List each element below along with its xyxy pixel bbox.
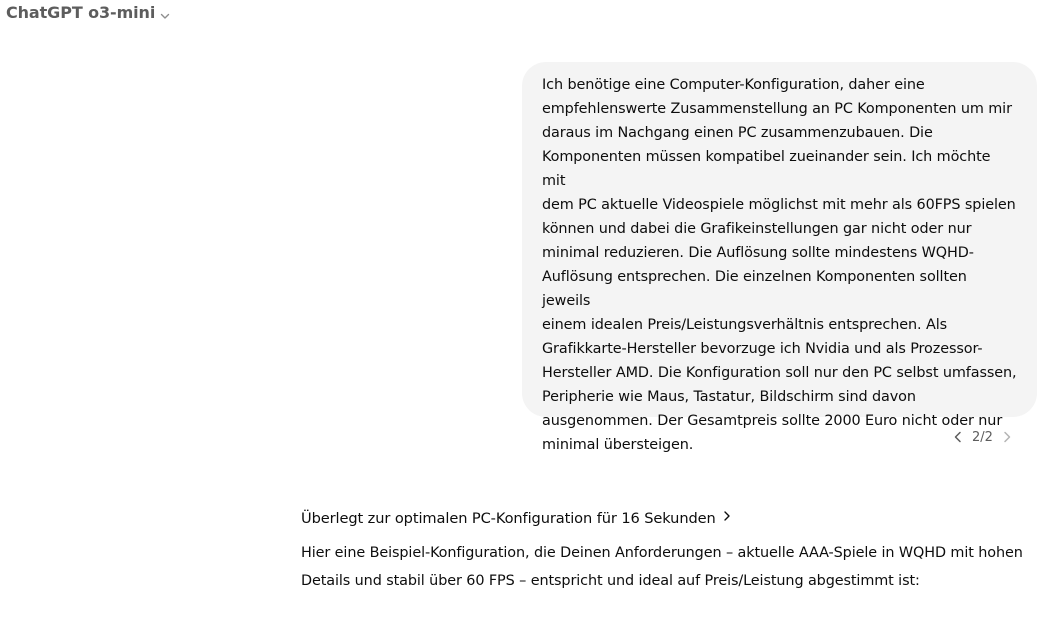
reasoning-toggle[interactable]: [301, 506, 1041, 530]
reasoning-label: Überlegt zur optimalen PC-Konfiguration für 16 Sekunden: [301, 509, 716, 527]
assistant-message: [301, 506, 1041, 595]
user-message-text: Ich benötige eine Computer-Konfiguration, daher eine empfehlenswerte Zusammenstellung an PC Komponenten um mir daraus im Nachgang einen PC zusammenzubauen. Die Komponenten müssen kompatibel zueinander sein. Ich möchte mit dem PC aktuelle Videospiele möglichst mit mehr als 60FPS spielen können und dabei die Grafikeinstellungen gar nicht oder nur minimal reduzieren. Die Auflösung sollte mindestens WQHD- Auflösung entsprechen. Die einzelnen Komponenten sollten jeweils einem idealen Preis/Leistungsverhältnis entsprechen. Als Grafikkarte-Hersteller bevorzuge ich Nvidia und als Prozessor- Hersteller AMD. Die Konfiguration soll nur den PC selbst umfassen, Peripherie wie Maus, Tastatur, Bildschirm sind davon ausgenommen. Der Gesamtpreis sollte 2000 Euro nicht oder nur minimal übersteigen.: [542, 77, 1017, 453]
chevron-right-icon: [1001, 430, 1013, 444]
assistant-answer-text: Hier eine Beispiel-Konfiguration, die Deinen Anforderungen – aktuelle AAA-Spiele in WQHD mit hohen Details und stabil über 60 FPS – entspricht und ideal auf Preis/Leistung abgestimmt ist:: [301, 545, 1023, 589]
model-selector[interactable]: [6, 0, 171, 24]
version-counter: 2/2: [972, 429, 993, 445]
chevron-right-icon: [722, 509, 732, 527]
next-version-button[interactable]: [999, 427, 1015, 447]
message-version-pager: [950, 426, 1015, 448]
model-name: ChatGPT o3-mini: [6, 2, 156, 22]
previous-version-button[interactable]: [950, 427, 966, 447]
chevron-left-icon: [952, 430, 964, 444]
chevron-down-icon: [159, 7, 171, 19]
